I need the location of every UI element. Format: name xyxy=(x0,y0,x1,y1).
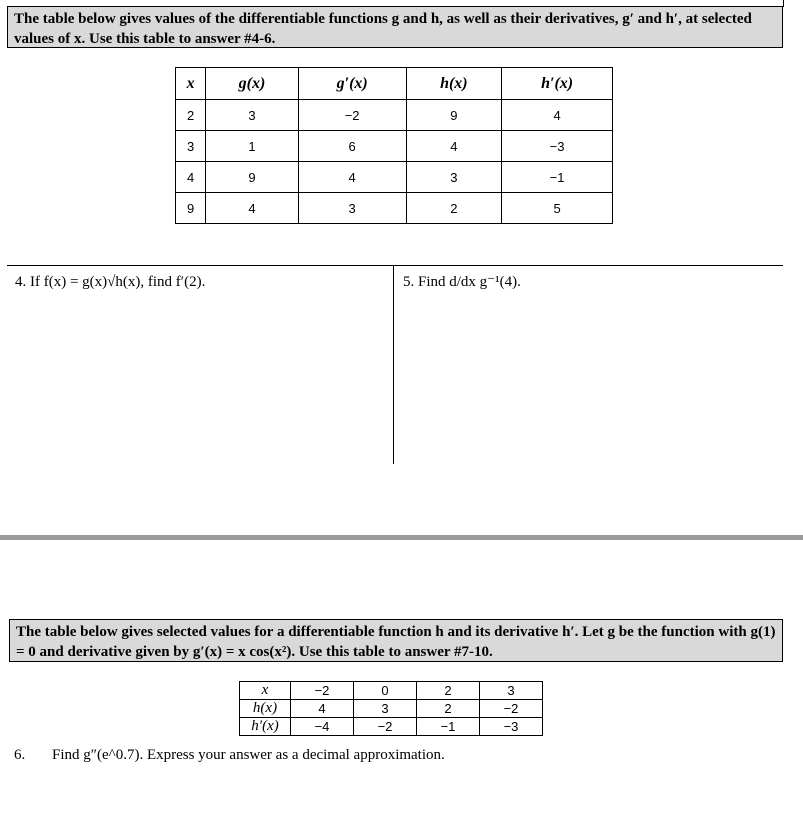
instructions-box-2 xyxy=(9,619,783,662)
table-cell: −2 xyxy=(354,718,417,736)
table-cell: 2 xyxy=(176,100,206,131)
table-row xyxy=(240,682,543,700)
table-row xyxy=(176,193,613,224)
table-cell: −4 xyxy=(291,718,354,736)
table-cell: 9 xyxy=(176,193,206,224)
question-6-number: 6. xyxy=(14,747,26,763)
question-divider-vertical xyxy=(393,265,394,464)
table-row xyxy=(240,700,543,718)
table-cell: 4 xyxy=(298,162,406,193)
instructions-text-1: The table below gives values of the differentiable functions g and h, as well as their derivatives, g′ and h′, at selected values of x. Use this table to answer #4-6. xyxy=(14,11,752,47)
section-separator xyxy=(0,535,803,540)
table-cell: 4 xyxy=(406,131,502,162)
instructions-box-1 xyxy=(7,6,783,48)
table-cell: 6 xyxy=(298,131,406,162)
header-cell: x xyxy=(176,68,206,100)
row-label: x xyxy=(240,682,291,700)
header-cell: g′(x) xyxy=(298,68,406,100)
header-cell: g(x) xyxy=(206,68,299,100)
table-cell: 4 xyxy=(291,700,354,718)
table-cell: 1 xyxy=(206,131,299,162)
table-cell: 9 xyxy=(206,162,299,193)
instructions-text-2: The table below gives selected values for a differentiable function h and its derivative h′. Let g be the function with g(1) = 0 and derivative given by g′(x) = x cos(x²). Use this table to answer #7-10. xyxy=(16,624,776,660)
table-cell: −3 xyxy=(480,718,543,736)
table-row xyxy=(240,718,543,736)
table-cell: 2 xyxy=(417,700,480,718)
question-5: 5. Find d/dx g⁻¹(4). xyxy=(403,274,521,290)
table-cell: −1 xyxy=(502,162,613,193)
table-cell: 4 xyxy=(206,193,299,224)
table-cell: −3 xyxy=(502,131,613,162)
question-6: Find g″(e^0.7). Express your answer as a decimal approximation. xyxy=(52,747,445,763)
table-cell: −2 xyxy=(291,682,354,700)
table-cell: 9 xyxy=(406,100,502,131)
values-table-1 xyxy=(175,67,613,224)
table-cell: 2 xyxy=(417,682,480,700)
table-header-row xyxy=(176,68,613,100)
table-cell: 3 xyxy=(354,700,417,718)
table-cell: 3 xyxy=(406,162,502,193)
header-cell: h(x) xyxy=(406,68,502,100)
table-row xyxy=(176,100,613,131)
table-cell: 5 xyxy=(502,193,613,224)
row-label: h(x) xyxy=(240,700,291,718)
table-cell: −1 xyxy=(417,718,480,736)
table-cell: 3 xyxy=(480,682,543,700)
top-rule xyxy=(783,0,784,7)
table-cell: 2 xyxy=(406,193,502,224)
table-cell: 0 xyxy=(354,682,417,700)
header-cell: h′(x) xyxy=(502,68,613,100)
values-table-2 xyxy=(239,681,543,736)
table-cell: 3 xyxy=(206,100,299,131)
table-cell: −2 xyxy=(298,100,406,131)
question-4: 4. If f(x) = g(x)√h(x), find f′(2). xyxy=(15,274,206,290)
table-cell: 4 xyxy=(502,100,613,131)
table-cell: 4 xyxy=(176,162,206,193)
row-label: h′(x) xyxy=(240,718,291,736)
question-divider-horizontal xyxy=(7,265,783,266)
table-row xyxy=(176,131,613,162)
table-cell: 3 xyxy=(176,131,206,162)
table-cell: −2 xyxy=(480,700,543,718)
table-row xyxy=(176,162,613,193)
table-cell: 3 xyxy=(298,193,406,224)
